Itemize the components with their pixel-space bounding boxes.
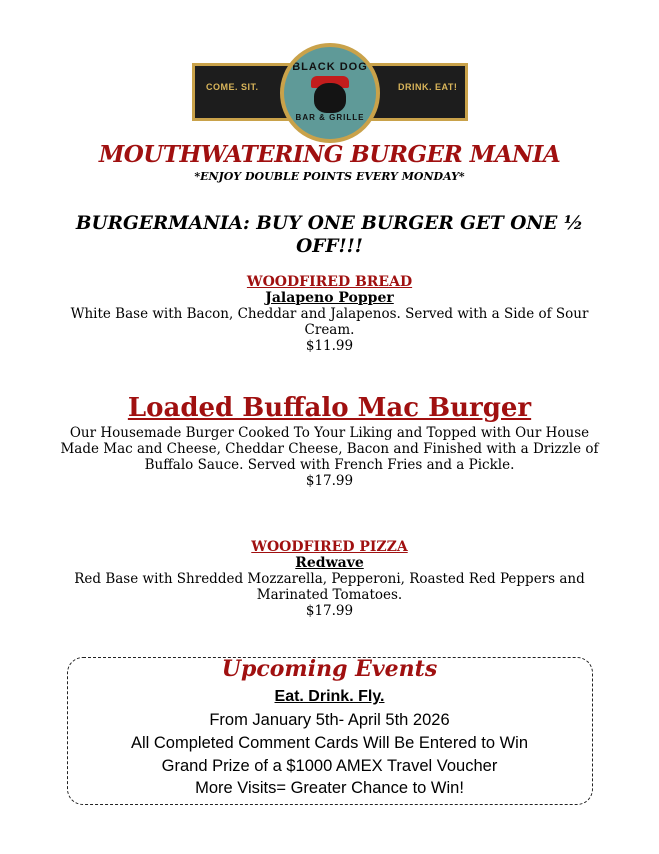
logo-top-text: BLACK DOG [292, 61, 368, 73]
events-line-3: Grand Prize of a $1000 AMEX Travel Voucher [161, 757, 498, 775]
woodfired-pizza-heading: WOODFIRED PIZZA [251, 539, 408, 555]
page-title: MOUTHWATERING BURGER MANIA [98, 141, 561, 168]
redwave-name: Redwave [295, 555, 364, 571]
jalapeno-popper-price: $11.99 [305, 338, 354, 354]
jalapeno-popper-name: Jalapeno Popper [265, 290, 394, 306]
dog-icon [314, 83, 346, 113]
upcoming-events-box [67, 657, 593, 805]
feature-burger-description [50, 425, 609, 473]
feature-burger-price: $17.99 [305, 473, 354, 489]
woodfired-bread-heading: WOODFIRED BREAD [246, 274, 413, 290]
description-line: White Base with Bacon, Cheddar and Jalapenos. Served with a Side of Sour [70, 306, 589, 322]
description-line: Made Mac and Cheese, Cheddar Cheese, Bacon and Finished with a Drizzle of [60, 441, 599, 457]
events-line-2: All Completed Comment Cards Will Be Entered to Win [130, 734, 529, 752]
events-subtitle: Eat. Drink. Fly. [274, 688, 385, 705]
redwave-description [50, 571, 609, 603]
redwave-price: $17.99 [305, 603, 354, 619]
events-line-4: More Visits= Greater Chance to Win! [195, 779, 464, 797]
logo-medallion [280, 43, 380, 143]
promo-line-2: OFF!!! [296, 236, 363, 257]
events-title: Upcoming Events [221, 656, 438, 682]
description-line: Red Base with Shredded Mozzarella, Pepperoni, Roasted Red Peppers and [74, 571, 585, 587]
promo-line-1: BURGERMANIA: BUY ONE BURGER GET ONE ½ [75, 213, 584, 234]
description-line: Marinated Tomatoes. [256, 587, 403, 603]
feature-burger-name: Loaded Buffalo Mac Burger [127, 393, 532, 423]
promo-text [40, 212, 619, 258]
description-line: Cream. [304, 322, 355, 338]
page-subtitle: *ENJOY DOUBLE POINTS EVERY MONDAY* [194, 170, 465, 183]
logo-left-text: COME. SIT. [206, 82, 259, 92]
jalapeno-popper-description [50, 306, 609, 338]
logo-bottom-text: BAR & GRILLE [295, 113, 365, 122]
description-line: Buffalo Sauce. Served with French Fries and a Pickle. [144, 457, 515, 473]
logo-right-text: DRINK. EAT! [398, 82, 458, 92]
logo [192, 43, 468, 143]
events-line-1: From January 5th- April 5th 2026 [209, 711, 450, 729]
description-line: Our Housemade Burger Cooked To Your Liking and Topped with Our House [69, 425, 590, 441]
